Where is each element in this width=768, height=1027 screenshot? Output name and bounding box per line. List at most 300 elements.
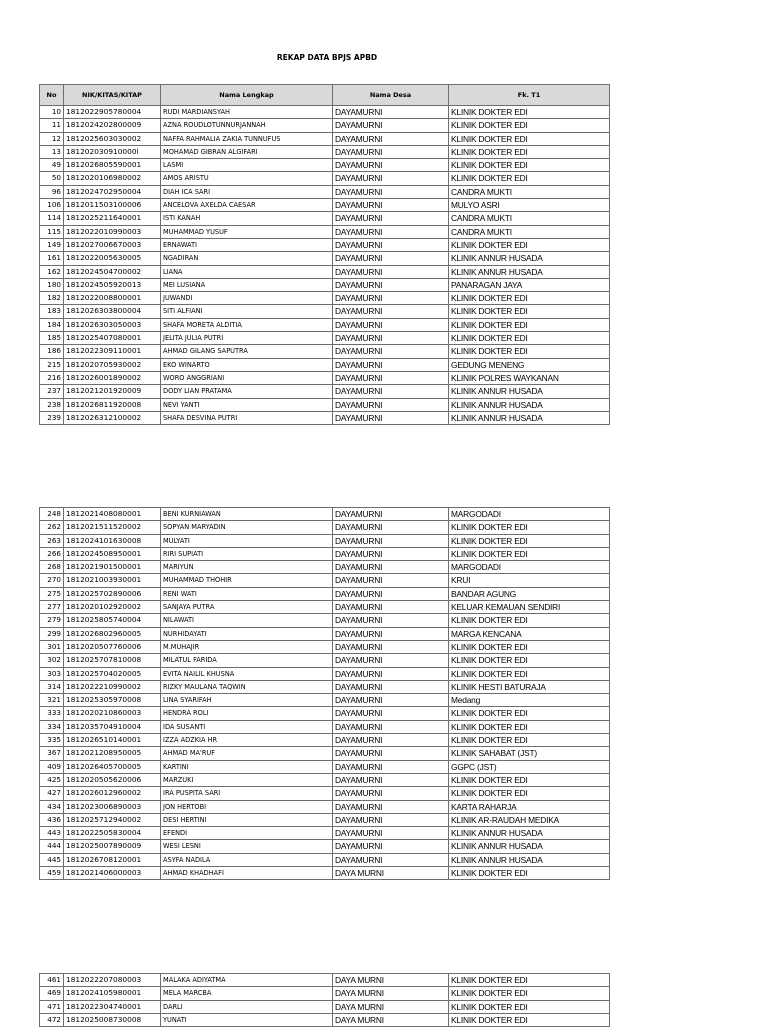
cell-nama: MUHAMMAD THOHIR [161,574,333,587]
cell-desa: DAYAMURNI [333,627,449,640]
cell-desa: DAYAMURNI [333,521,449,534]
cell-fk: KLINIK DOKTER EDI [449,172,610,185]
table-row [40,278,610,291]
cell-no: 183 [40,305,64,318]
cell-nik: 1812025805740004 [64,614,161,627]
cell-fk: KLINIK ANNUR HUSADA [449,411,610,424]
cell-nama: DODY LIAN PRATAMA [161,385,333,398]
cell-no: 334 [40,720,64,733]
cell-nik: 1812020705930002 [64,358,161,371]
cell-no: 216 [40,371,64,384]
cell-fk: PANARAGAN JAYA [449,278,610,291]
cell-nama: KARTINI [161,760,333,773]
cell-desa: DAYAMURNI [333,840,449,853]
cell-no: 472 [40,1013,64,1026]
cell-nik: 1812020505620006 [64,773,161,786]
cell-nama: NURHIDAYATI [161,627,333,640]
cell-no: 180 [40,278,64,291]
cell-nik: 1812024505920013 [64,278,161,291]
cell-fk: KLINIK SAHABAT (JST) [449,747,610,760]
cell-desa: DAYAMURNI [333,371,449,384]
cell-nama: SITI ALFIANI [161,305,333,318]
cell-nama: NEVI YANTI [161,398,333,411]
table-row [40,119,610,132]
cell-nik: 1812024202800009 [64,119,161,132]
cell-no: 49 [40,159,64,172]
cell-no: 471 [40,1000,64,1013]
cell-nik: 1812022905780004 [64,106,161,119]
header-nama: Nama Lengkap [161,85,333,106]
table-row [40,853,610,866]
cell-nik: 1812020102920002 [64,601,161,614]
cell-fk: KLINIK ANNUR HUSADA [449,265,610,278]
table-row [40,760,610,773]
cell-fk: KLINIK AR-RAUDAH MEDIKA [449,813,610,826]
cell-nama: DESI HERTINI [161,813,333,826]
cell-no: 268 [40,561,64,574]
table-row [40,212,610,225]
cell-desa: DAYAMURNI [333,787,449,800]
cell-no: 215 [40,358,64,371]
cell-nama: AZNA ROUDLOTUNNURJANNAH [161,119,333,132]
cell-nama: MELA MARCBA [161,987,333,1000]
cell-desa: DAYAMURNI [333,853,449,866]
cell-no: 239 [40,411,64,424]
cell-desa: DAYAMURNI [333,508,449,521]
cell-nama: MEI LUSIANA [161,278,333,291]
cell-nama: IRA PUSPITA SARI [161,787,333,800]
cell-desa: DAYAMURNI [333,119,449,132]
cell-desa: DAYAMURNI [333,292,449,305]
data-table-1 [39,84,610,425]
cell-nik: 1812024508950001 [64,547,161,560]
cell-nik: 1812022005630005 [64,252,161,265]
cell-fk: CANDRA MUKTI [449,185,610,198]
cell-fk: MARGODADI [449,561,610,574]
cell-nik: 1812026312100002 [64,411,161,424]
table-row [40,145,610,158]
cell-desa: DAYAMURNI [333,318,449,331]
cell-nik: 1812024702950004 [64,185,161,198]
cell-no: 106 [40,199,64,212]
cell-fk: KLINIK DOKTER EDI [449,547,610,560]
cell-nama: LINA SYARIFAH [161,694,333,707]
cell-desa: DAYA MURNI [333,974,449,987]
cell-desa: DAYAMURNI [333,601,449,614]
cell-no: 301 [40,640,64,653]
cell-no: 314 [40,680,64,693]
cell-nama: WORO ANGGRIANI [161,371,333,384]
cell-desa: DAYAMURNI [333,305,449,318]
cell-desa: DAYAMURNI [333,654,449,667]
cell-nik: 1812025007890009 [64,840,161,853]
cell-nik: 1812023006890003 [64,800,161,813]
cell-desa: DAYAMURNI [333,827,449,840]
cell-nama: MULYATI [161,534,333,547]
cell-no: 13 [40,145,64,158]
cell-nama: NGADIRAN [161,252,333,265]
cell-nama: RIZKY MAULANA TAQWIN [161,680,333,693]
table-row [40,508,610,521]
cell-nik: 1812027006670003 [64,238,161,251]
cell-nik: 1812025603030002 [64,132,161,145]
cell-nama: LIANA [161,265,333,278]
cell-no: 10 [40,106,64,119]
cell-nama: IDA SUSANTI [161,720,333,733]
table-row [40,1013,610,1026]
cell-nama: ERNAWATI [161,238,333,251]
cell-desa: DAYAMURNI [333,680,449,693]
table-row [40,132,610,145]
cell-nama: EKO WINARTO [161,358,333,371]
table-row [40,640,610,653]
cell-nik: 181202030910000l [64,145,161,158]
header-fk: Fk. T1 [449,85,610,106]
table-row [40,694,610,707]
cell-nama: SANJAYA PUTRA [161,601,333,614]
cell-desa: DAYAMURNI [333,694,449,707]
cell-nik: 1812022207080003 [64,974,161,987]
cell-fk: BANDAR AGUNG [449,587,610,600]
cell-nama: SOPYAN MARYADIN [161,521,333,534]
cell-no: 459 [40,867,64,880]
cell-fk: KLINIK DOKTER EDI [449,867,610,880]
cell-nik: 1812025008730008 [64,1013,161,1026]
cell-desa: DAYAMURNI [333,760,449,773]
cell-desa: DAYA MURNI [333,1013,449,1026]
cell-fk: KLINIK DOKTER EDI [449,787,610,800]
cell-no: 302 [40,654,64,667]
cell-desa: DAYAMURNI [333,574,449,587]
cell-nama: EFENDI [161,827,333,840]
cell-desa: DAYAMURNI [333,720,449,733]
cell-fk: KLINIK DOKTER EDI [449,521,610,534]
data-table-2 [39,507,610,880]
cell-nik: 1812022304740001 [64,1000,161,1013]
table-row [40,521,610,534]
cell-desa: DAYAMURNI [333,106,449,119]
cell-fk: KLINIK ANNUR HUSADA [449,252,610,265]
table-row [40,385,610,398]
cell-nik: 1812020210860003 [64,707,161,720]
cell-nik: 1812026303800004 [64,305,161,318]
cell-desa: DAYAMURNI [333,411,449,424]
cell-nama: ISTI KANAH [161,212,333,225]
cell-desa: DAYA MURNI [333,987,449,1000]
data-table-3 [39,973,610,1027]
cell-fk: KELUAR KEMAUAN SENDIRI [449,601,610,614]
cell-fk: KLINIK DOKTER EDI [449,145,610,158]
cell-nik: 1812021003930001 [64,574,161,587]
cell-nik: 1812026303050003 [64,318,161,331]
cell-desa: DAYA MURNI [333,1000,449,1013]
cell-nama: AHMAD KHADHAFI [161,867,333,880]
cell-nama: AMOS ARISTU [161,172,333,185]
cell-desa: DAYAMURNI [333,238,449,251]
cell-nik: 1812011503100006 [64,199,161,212]
header-desa: Nama Desa [333,85,449,106]
cell-fk: KLINIK DOKTER EDI [449,1013,610,1026]
cell-nama: RIRI SUPIATI [161,547,333,560]
cell-no: 50 [40,172,64,185]
cell-desa: DAYAMURNI [333,278,449,291]
cell-no: 279 [40,614,64,627]
cell-no: 162 [40,265,64,278]
cell-desa: DAYAMURNI [333,534,449,547]
table-row [40,601,610,614]
table-row [40,547,610,560]
cell-fk: KLINIK DOKTER EDI [449,132,610,145]
cell-no: 263 [40,534,64,547]
table-row [40,106,610,119]
cell-nama: BENI KURNIAWAN [161,508,333,521]
cell-desa: DAYAMURNI [333,345,449,358]
cell-desa: DAYAMURNI [333,667,449,680]
table-row [40,747,610,760]
cell-no: 270 [40,574,64,587]
table-header-row [40,85,610,106]
cell-fk: MARGA KENCANA [449,627,610,640]
cell-nama: M.MUHAJIR [161,640,333,653]
cell-nik: 1812024101630008 [64,534,161,547]
cell-fk: KLINIK DOKTER EDI [449,345,610,358]
cell-no: 333 [40,707,64,720]
cell-nik: 1812020507760006 [64,640,161,653]
cell-fk: KLINIK DOKTER EDI [449,119,610,132]
cell-fk: KARTA RAHARJA [449,800,610,813]
cell-no: 469 [40,987,64,1000]
cell-nama: MUHAMMAD YUSUF [161,225,333,238]
cell-nik: 1812021208950005 [64,747,161,760]
table-row [40,292,610,305]
cell-nik: 1812021408080001 [64,508,161,521]
cell-desa: DAYAMURNI [333,747,449,760]
cell-desa: DAYAMURNI [333,332,449,345]
cell-desa: DAYAMURNI [333,773,449,786]
cell-no: 149 [40,238,64,251]
cell-fk: KLINIK DOKTER EDI [449,292,610,305]
table-row [40,561,610,574]
cell-nama: YUNATI [161,1013,333,1026]
cell-fk: KLINIK HESTI BATURAJA [449,680,610,693]
cell-no: 434 [40,800,64,813]
table-row [40,974,610,987]
table-row [40,587,610,600]
cell-nama: SHAFA DESVINA PUTRI [161,411,333,424]
cell-no: 427 [40,787,64,800]
cell-fk: KLINIK DOKTER EDI [449,614,610,627]
table-row [40,185,610,198]
cell-desa: DAYA MURNI [333,867,449,880]
table-row [40,680,610,693]
cell-no: 321 [40,694,64,707]
table-row [40,411,610,424]
table-row [40,654,610,667]
cell-desa: DAYAMURNI [333,145,449,158]
document-title: REKAP DATA BPJS APBD [276,53,378,62]
cell-nik: 1812022210990002 [64,680,161,693]
cell-nama: AHMAD GILANG SAPUTRA [161,345,333,358]
cell-no: 238 [40,398,64,411]
cell-fk: MARGODADI [449,508,610,521]
cell-nik: 1812022010990003 [64,225,161,238]
cell-desa: DAYAMURNI [333,587,449,600]
table-row [40,773,610,786]
cell-nik: 1812026802960005 [64,627,161,640]
cell-desa: DAYAMURNI [333,614,449,627]
table-row [40,172,610,185]
cell-no: 237 [40,385,64,398]
cell-fk: KLINIK DOKTER EDI [449,332,610,345]
cell-nama: JELITA JULIA PUTRI [161,332,333,345]
cell-desa: DAYAMURNI [333,734,449,747]
table-row [40,225,610,238]
table-row [40,159,610,172]
cell-nama: RENI WATI [161,587,333,600]
cell-fk: CANDRA MUKTI [449,212,610,225]
cell-no: 444 [40,840,64,853]
table-row [40,574,610,587]
cell-nama: DIAH ICA SARI [161,185,333,198]
cell-nama: SHAFA MORETA ALDITIA [161,318,333,331]
cell-no: 115 [40,225,64,238]
cell-nik: 1812021511520002 [64,521,161,534]
cell-no: 275 [40,587,64,600]
cell-no: 12 [40,132,64,145]
cell-nik: 1812020106980002 [64,172,161,185]
cell-fk: GEDUNG MENENG [449,358,610,371]
cell-nama: MILATUL FARIDA [161,654,333,667]
table-row [40,305,610,318]
table-row [40,787,610,800]
table-row [40,667,610,680]
table-row [40,867,610,880]
cell-fk: KLINIK DOKTER EDI [449,106,610,119]
cell-no: 11 [40,119,64,132]
cell-no: 409 [40,760,64,773]
cell-nama: ANCELOVA AXELDA CAESAR [161,199,333,212]
table-row [40,265,610,278]
cell-fk: KLINIK ANNUR HUSADA [449,840,610,853]
cell-nik: 1812035704910004 [64,720,161,733]
table-row [40,332,610,345]
cell-nik: 1812026805590001 [64,159,161,172]
cell-no: 436 [40,813,64,826]
cell-nik: 1812022309110001 [64,345,161,358]
table-row [40,199,610,212]
cell-nama: JUWANDI [161,292,333,305]
cell-fk: KLINIK DOKTER EDI [449,640,610,653]
cell-nama: MALAKA ADIYATMA [161,974,333,987]
cell-no: 248 [40,508,64,521]
cell-fk: KLINIK DOKTER EDI [449,734,610,747]
cell-desa: DAYAMURNI [333,199,449,212]
cell-nik: 1812026510140001 [64,734,161,747]
cell-nik: 1812021406000003 [64,867,161,880]
table-row [40,398,610,411]
cell-nama: MARIYUN [161,561,333,574]
cell-nik: 1812025704020005 [64,667,161,680]
cell-nama: LASMI [161,159,333,172]
cell-fk: GGPC (JST) [449,760,610,773]
cell-no: 161 [40,252,64,265]
cell-nik: 1812022008800001 [64,292,161,305]
table-row [40,800,610,813]
cell-nama: MOHAMAD GIBRAN ALGIFARI [161,145,333,158]
table-row [40,734,610,747]
cell-fk: KLINIK ANNUR HUSADA [449,385,610,398]
cell-nik: 1812026001890002 [64,371,161,384]
cell-fk: KRUI [449,574,610,587]
cell-nik: 1812026811920008 [64,398,161,411]
cell-fk: Medang [449,694,610,707]
cell-nik: 1812025407080001 [64,332,161,345]
cell-nik: 1812026405700005 [64,760,161,773]
cell-desa: DAYAMURNI [333,547,449,560]
table-row [40,614,610,627]
cell-nik: 1812025707810008 [64,654,161,667]
cell-nama: IZZA ADZKIA HR [161,734,333,747]
cell-nik: 1812025702890006 [64,587,161,600]
table-row [40,840,610,853]
cell-nik: 1812026708120001 [64,853,161,866]
table-row [40,827,610,840]
cell-fk: KLINIK DOKTER EDI [449,305,610,318]
table-row [40,627,610,640]
table-row [40,252,610,265]
cell-no: 443 [40,827,64,840]
cell-nik: 1812025211640001 [64,212,161,225]
cell-fk: KLINIK DOKTER EDI [449,707,610,720]
header-nik: NIK/KITAS/KITAP [64,85,161,106]
table-row [40,813,610,826]
cell-desa: DAYAMURNI [333,265,449,278]
cell-desa: DAYAMURNI [333,385,449,398]
cell-nama: ASYFA NADILA [161,853,333,866]
cell-nama: MARZUKI [161,773,333,786]
cell-desa: DAYAMURNI [333,813,449,826]
cell-desa: DAYAMURNI [333,185,449,198]
cell-fk: KLINIK DOKTER EDI [449,534,610,547]
cell-no: 96 [40,185,64,198]
cell-fk: KLINIK DOKTER EDI [449,1000,610,1013]
cell-nama: HENDRA ROLI [161,707,333,720]
cell-desa: DAYAMURNI [333,159,449,172]
cell-desa: DAYAMURNI [333,132,449,145]
cell-no: 303 [40,667,64,680]
cell-no: 182 [40,292,64,305]
table-row [40,720,610,733]
table-row [40,534,610,547]
cell-nik: 1812025712940002 [64,813,161,826]
cell-no: 367 [40,747,64,760]
cell-desa: DAYAMURNI [333,252,449,265]
cell-no: 266 [40,547,64,560]
cell-no: 186 [40,345,64,358]
cell-no: 335 [40,734,64,747]
cell-nama: WESI LESNI [161,840,333,853]
table-row [40,238,610,251]
cell-fk: KLINIK DOKTER EDI [449,987,610,1000]
cell-fk: KLINIK DOKTER EDI [449,318,610,331]
cell-no: 114 [40,212,64,225]
cell-no: 185 [40,332,64,345]
cell-nama: AHMAD MA'RUF [161,747,333,760]
table-row [40,1000,610,1013]
cell-nik: 1812026012960002 [64,787,161,800]
table-row [40,707,610,720]
cell-nik: 1812021901500001 [64,561,161,574]
